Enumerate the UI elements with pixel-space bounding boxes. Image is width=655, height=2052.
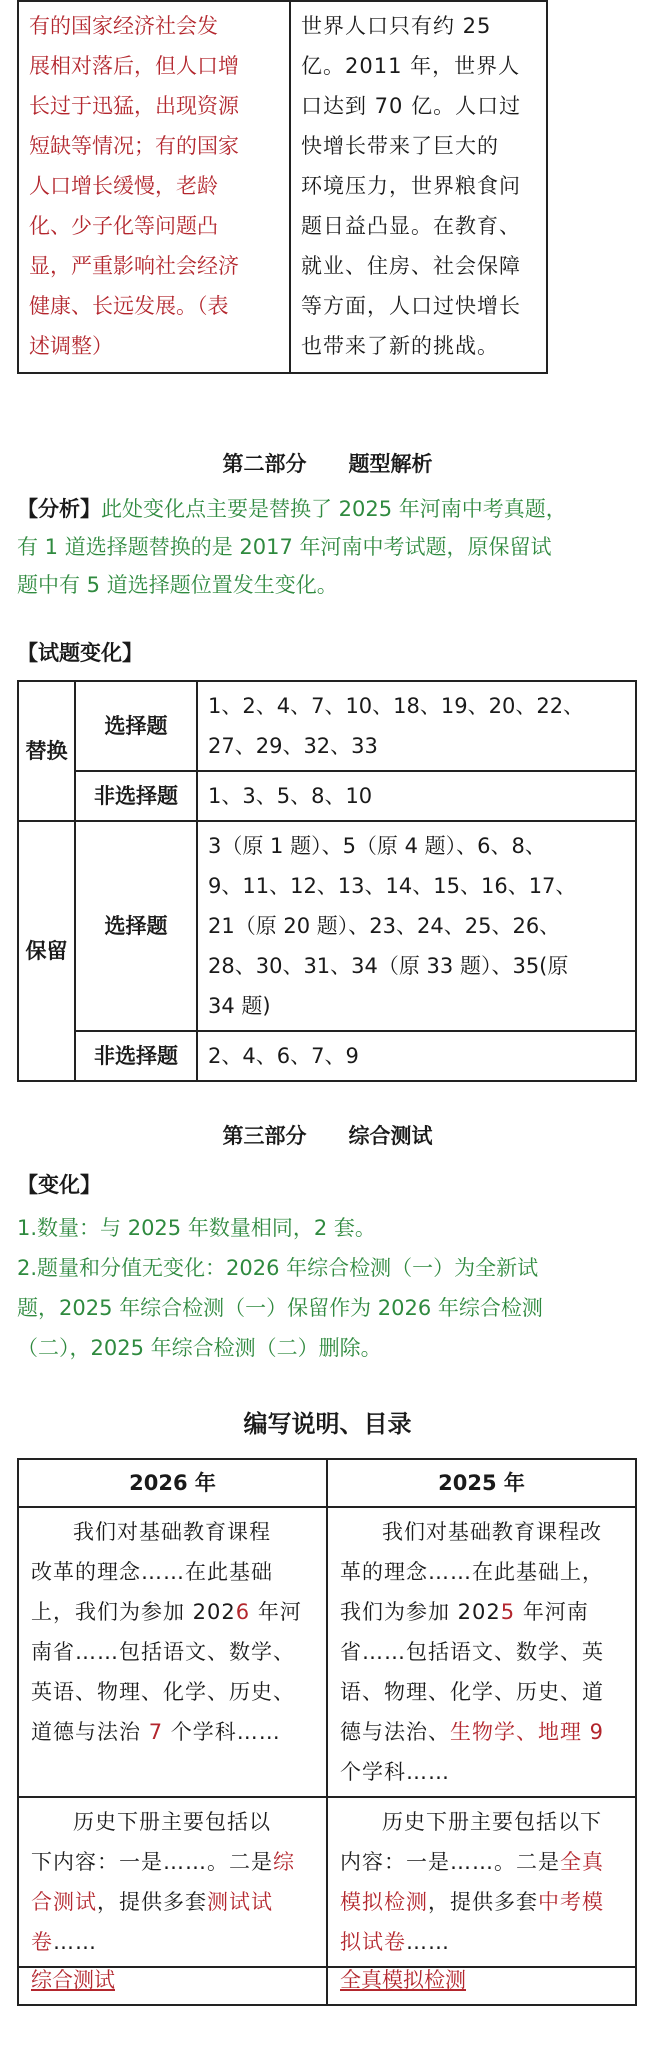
highlight-year: 5 <box>500 1600 516 1624</box>
highlight-subjects: 生物学、地理 9 <box>450 1720 605 1744</box>
text-line: 个学科…… <box>340 1760 450 1784</box>
text-line: 改革的理念……在此基础 <box>31 1560 273 1584</box>
replace-choice-label: 选择题 <box>75 681 197 771</box>
part2-analysis <box>17 490 637 604</box>
column-2026: 2026 年 <box>18 1459 327 1507</box>
highlight-text: 模拟检测 <box>340 1890 428 1914</box>
text-fragment: 个学科…… <box>163 1720 281 1744</box>
contents-2026-cell <box>18 1797 327 1967</box>
highlight-text: 卷 <box>31 1930 53 1954</box>
question-change-table <box>17 680 637 1082</box>
top-right-line: 环境压力，世界粮食问 <box>301 174 521 198</box>
keep-choice-numbers <box>197 821 636 1031</box>
highlight-text: 中考模 <box>538 1890 604 1914</box>
top-table-right-cell <box>290 1 547 373</box>
analysis-tag: 【分析】 <box>17 497 101 521</box>
text-fragment: 上，我们为参加 202 <box>31 1600 236 1624</box>
highlight-text: 合测试 <box>31 1890 97 1914</box>
text-fragment: 年河 <box>250 1600 302 1624</box>
text-line: 我们对基础教育课程 <box>73 1520 271 1544</box>
keep-nonchoice-numbers: 2、4、6、7、9 <box>197 1031 636 1081</box>
top-left-line: 述调整） <box>29 334 113 358</box>
top-right-line: 题日益凸显。在教育、 <box>301 214 521 238</box>
number-line: 27、29、32、33 <box>208 734 378 758</box>
top-left-line: 显，严重影响社会经济 <box>29 254 239 278</box>
top-left-line: 健康、长远发展。（表 <box>29 294 229 318</box>
text-fragment: 年河南 <box>515 1600 589 1624</box>
keep-nonchoice-label: 非选择题 <box>75 1031 197 1081</box>
part2-heading: 第二部分 题型解析 <box>222 452 433 476</box>
number-line: 9、11、12、13、14、15、16、17、 <box>208 874 577 898</box>
number-line: 34 题) <box>208 994 271 1018</box>
text-fragment: 我们为参加 202 <box>340 1600 501 1624</box>
preface-2025-cell <box>327 1507 636 1797</box>
keep-choice-label: 选择题 <box>75 821 197 1031</box>
top-right-line: 就业、住房、社会保障 <box>301 254 521 278</box>
top-left-line: 长过于迅猛，出现资源 <box>29 94 239 118</box>
top-right-line: 亿。2011 年，世界人 <box>301 54 521 78</box>
text-line: 我们对基础教育课程改 <box>382 1520 602 1544</box>
number-line: 21（原 20 题）、23、24、25、26、 <box>208 914 561 938</box>
analysis-text: 此处变化点主要是替换了 2025 年河南中考真题， <box>101 497 567 521</box>
column-2025: 2025 年 <box>327 1459 636 1507</box>
top-right-line: 快增长带来了巨大的 <box>301 134 499 158</box>
top-right-line: 世界人口只有约 25 <box>301 14 492 38</box>
change-line: 题，2025 年综合检测（一）保留作为 2026 年综合检测 <box>17 1296 543 1320</box>
analysis-line: 有 1 道选择题替换的是 2017 年河南中考试题，原保留试 <box>17 535 552 559</box>
cut-off-text: 综合测试 <box>31 1968 115 1992</box>
cut-off-text: 全真模拟检测 <box>340 1968 466 1992</box>
number-line: 1、2、4、7、10、18、19、20、22、 <box>208 694 585 718</box>
highlight-text: 测试试 <box>207 1890 273 1914</box>
contents-2026-cut-cell <box>18 1967 327 2005</box>
text-fragment: 道德与法治 <box>31 1720 149 1744</box>
text-fragment: 内容：一是……。二是 <box>340 1850 560 1874</box>
top-left-line: 化、少子化等问题凸 <box>29 214 218 238</box>
part3-changes <box>17 1208 637 1368</box>
number-line: 3（原 1 题）、5（原 4 题）、6、8、 <box>208 834 546 858</box>
keep-label: 保留 <box>18 821 75 1081</box>
part3-change-tag: 【变化】 <box>17 1173 101 1197</box>
replace-choice-numbers <box>197 681 636 771</box>
top-right-line: 口达到 70 亿。人口过 <box>301 94 522 118</box>
top-left-line: 有的国家经济社会发 <box>29 14 218 38</box>
text-fragment: ，提供多套 <box>428 1890 538 1914</box>
contents-2025-cell <box>327 1797 636 1967</box>
question-change-tag: 【试题变化】 <box>17 641 143 665</box>
highlight-year: 6 <box>235 1600 251 1624</box>
change-line: 2.题量和分值无变化：2026 年综合检测（一）为全新试 <box>17 1256 539 1280</box>
replace-label: 替换 <box>18 681 75 821</box>
change-line: （二），2025 年综合检测（二）删除。 <box>17 1336 382 1360</box>
text-fragment: ，提供多套 <box>97 1890 207 1914</box>
replace-nonchoice-label: 非选择题 <box>75 771 197 821</box>
top-table-left-cell <box>18 1 290 373</box>
number-line: 28、30、31、34（原 33 题）、35(原 <box>208 954 569 978</box>
text-fragment: 德与法治、 <box>340 1720 450 1744</box>
text-line: 革的理念……在此基础上， <box>340 1560 604 1584</box>
preface-heading: 编写说明、目录 <box>243 1410 412 1438</box>
text-fragment: …… <box>406 1930 450 1954</box>
text-line: 南省……包括语文、数学、 <box>31 1640 295 1664</box>
text-line: 省……包括语文、数学、英 <box>340 1640 604 1664</box>
contents-2025-cut-cell <box>327 1967 636 2005</box>
analysis-line: 题中有 5 道选择题位置发生变化。 <box>17 573 338 597</box>
analysis-line <box>17 490 637 528</box>
text-line: 历史下册主要包括以 <box>73 1810 271 1834</box>
highlight-text: 综 <box>273 1850 295 1874</box>
top-right-line: 也带来了新的挑战。 <box>301 334 499 358</box>
highlight-text: 全真 <box>560 1850 604 1874</box>
preface-compare-table <box>17 1458 637 2006</box>
preface-2026-cell <box>18 1507 327 1797</box>
top-left-line: 短缺等情况；有的国家 <box>29 134 239 158</box>
text-line: 历史下册主要包括以下 <box>382 1810 602 1834</box>
change-line: 1.数量：与 2025 年数量相同，2 套。 <box>17 1216 376 1240</box>
population-compare-table <box>17 0 548 374</box>
top-left-line: 展相对落后，但人口增 <box>29 54 239 78</box>
text-line: 语、物理、化学、历史、道 <box>340 1680 604 1704</box>
top-right-line: 等方面，人口过快增长 <box>301 294 521 318</box>
top-left-line: 人口增长缓慢，老龄 <box>29 174 218 198</box>
text-fragment: …… <box>53 1930 97 1954</box>
replace-nonchoice-numbers: 1、3、5、8、10 <box>197 771 636 821</box>
text-fragment: 下内容：一是……。二是 <box>31 1850 273 1874</box>
highlight-subject-count: 7 <box>148 1720 164 1744</box>
highlight-text: 拟试卷 <box>340 1930 406 1954</box>
text-line: 英语、物理、化学、历史、 <box>31 1680 295 1704</box>
part3-heading: 第三部分 综合测试 <box>222 1124 433 1148</box>
